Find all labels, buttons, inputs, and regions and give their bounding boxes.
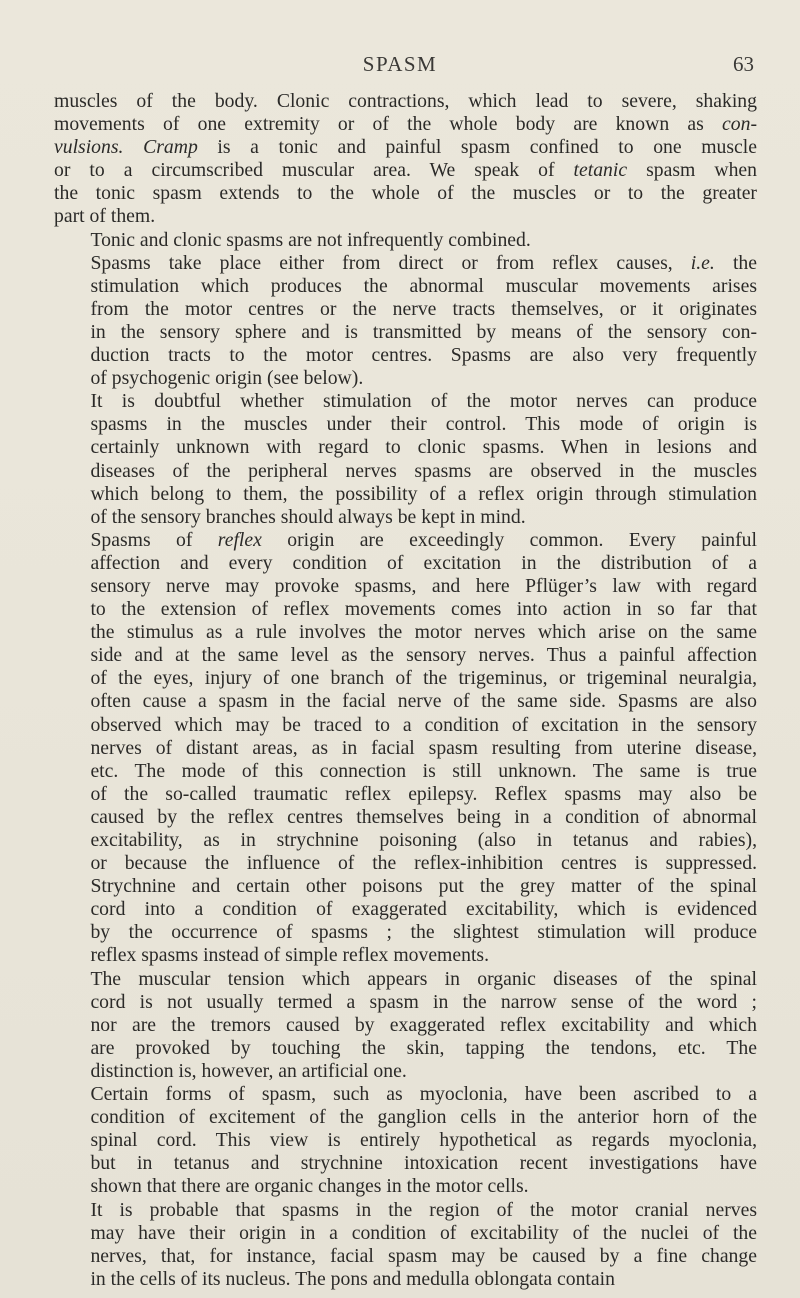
text-line: Strychnine and certain other poisons put the grey matter of the spinal bbox=[90, 875, 757, 898]
text-line: from the motor centres or the nerve tracts themselves, or it originates bbox=[90, 297, 757, 320]
text-line: Certain forms of spasm, such as myoclonia, have been ascribed to a bbox=[90, 1083, 757, 1106]
paragraph bbox=[54, 390, 757, 529]
paragraph bbox=[54, 90, 757, 229]
text-line: in the cells of its nucleus. The pons and medulla oblongata contain bbox=[90, 1267, 615, 1290]
body-text bbox=[54, 90, 757, 1291]
text-line: condition of excitement of the ganglion cells in the anterior horn of the bbox=[90, 1106, 757, 1129]
text-line: cord is not usually termed a spasm in the narrow sense of the word ; bbox=[90, 990, 757, 1013]
text-line: diseases of the peripheral nerves spasms are observed in the muscles bbox=[90, 459, 757, 482]
text-line: vulsions. Cramp is a tonic and painful spasm confined to one muscle bbox=[54, 136, 758, 159]
text-line: It is doubtful whether stimulation of the motor nerves can produce bbox=[90, 390, 757, 413]
italic-term: reflex bbox=[217, 528, 262, 551]
text-line: etc. The mode of this connection is still unknown. The same is true bbox=[90, 759, 757, 782]
text-line: in the sensory sphere and is transmitted by means of the sensory con- bbox=[90, 320, 757, 343]
text-line: Tonic and clonic spasms are not infrequently combined. bbox=[90, 228, 531, 251]
text-line: of the sensory branches should always be kept in mind. bbox=[90, 505, 526, 528]
paragraph bbox=[54, 968, 757, 1083]
italic-term: tetanic bbox=[573, 159, 628, 182]
text-line: muscles of the body. Clonic contractions, which lead to severe, shaking bbox=[54, 90, 757, 112]
text-line: but in tetanus and strychnine intoxication recent investigations have bbox=[90, 1152, 757, 1175]
italic-term: Cramp bbox=[123, 136, 198, 159]
text-line: affection and every condition of excitation in the distribution of a bbox=[90, 551, 757, 574]
text-line: observed which may be traced to a condition of excitation in the sensory bbox=[90, 713, 757, 736]
text-line: cord into a condition of exaggerated excitability, which is evidenced bbox=[90, 898, 757, 921]
text-line: part of them. bbox=[54, 205, 156, 228]
text-line: excitability, as in strychnine poisoning (also in tetanus and rabies), bbox=[90, 829, 757, 851]
text-line: by the occurrence of spasms ; the slightest stimulation will produce bbox=[90, 921, 757, 944]
text-line: nor are the tremors caused by exaggerated reflex excitability and which bbox=[90, 1013, 757, 1036]
text-line: movements of one extremity or of the whole body are known as con- bbox=[54, 113, 757, 136]
text-line: are provoked by touching the skin, tapping the tendons, etc. The bbox=[90, 1036, 757, 1059]
italic-term: i.e. bbox=[690, 251, 715, 274]
text-line: often cause a spasm in the facial nerve of the same side. Spasms are also bbox=[90, 690, 757, 713]
text-line: spinal cord. This view is entirely hypothetical as regards myoclonia, bbox=[90, 1129, 757, 1152]
text-line: The muscular tension which appears in organic diseases of the spinal bbox=[90, 967, 757, 990]
text-line: of the so-called traumatic reflex epilepsy. Reflex spasms may also be bbox=[90, 782, 757, 805]
text-line: shown that there are organic changes in the motor cells. bbox=[90, 1175, 529, 1198]
text-line: or because the influence of the reflex-inhibition centres is suppressed. bbox=[90, 852, 757, 875]
paragraph bbox=[54, 1199, 757, 1291]
text-line: stimulation which produces the abnormal muscular movements arises bbox=[90, 274, 757, 297]
italic-term: con- bbox=[722, 113, 757, 136]
text-line: Spasms take place either from direct or from reflex causes, i.e. the bbox=[90, 251, 758, 274]
text-line: side and at the same level as the sensory nerves. Thus a painful affection bbox=[90, 644, 757, 667]
running-title: SPASM bbox=[362, 52, 438, 76]
text-line: the tonic spasm extends to the whole of the muscles or to the greater bbox=[54, 182, 757, 205]
text-line: duction tracts to the motor centres. Spasms are also very frequently bbox=[90, 344, 757, 367]
text-line: distinction is, however, an artificial one. bbox=[90, 1059, 407, 1082]
text-line: It is probable that spasms in the region of the motor cranial nerves bbox=[90, 1198, 757, 1221]
text-line: the stimulus as a rule involves the motor nerves which arise on the same bbox=[90, 621, 757, 644]
text-line: to the extension of reflex movements comes into action in so far that bbox=[90, 598, 757, 621]
italic-term: vulsions. bbox=[54, 136, 124, 159]
text-line: certainly unknown with regard to clonic spasms. When in lesions and bbox=[90, 436, 757, 459]
text-line: reflex spasms instead of simple reflex movements. bbox=[90, 944, 490, 967]
paragraph bbox=[54, 1083, 757, 1198]
text-line: or to a circumscribed muscular area. We speak of tetanic spasm when bbox=[54, 159, 757, 182]
text-line: of psychogenic origin (see below). bbox=[90, 367, 364, 390]
page-number: 63 bbox=[733, 52, 754, 76]
text-line: Spasms of reflex origin are exceedingly common. Every painful bbox=[90, 528, 757, 551]
text-line: sensory nerve may provoke spasms, and here Pflüger’s law with regard bbox=[90, 574, 757, 597]
text-line: caused by the reflex centres themselves being in a condition of abnormal bbox=[90, 805, 757, 828]
text-line: nerves of distant areas, as in facial spasm resulting from uterine disease, bbox=[90, 736, 757, 759]
paragraph bbox=[54, 252, 757, 391]
text-line: of the eyes, injury of one branch of the trigeminus, or trigeminal neuralgia, bbox=[90, 667, 757, 690]
paragraph bbox=[54, 529, 757, 968]
text-line: which belong to them, the possibility of a reflex origin through stimulation bbox=[90, 482, 757, 505]
text-line: spasms in the muscles under their control. This mode of origin is bbox=[90, 413, 757, 436]
text-line: may have their origin in a condition of excitability of the nuclei of the bbox=[90, 1221, 757, 1244]
text-line: nerves, that, for instance, facial spasm may be caused by a fine change bbox=[90, 1244, 757, 1267]
running-head bbox=[0, 52, 800, 82]
paragraph bbox=[54, 229, 757, 252]
